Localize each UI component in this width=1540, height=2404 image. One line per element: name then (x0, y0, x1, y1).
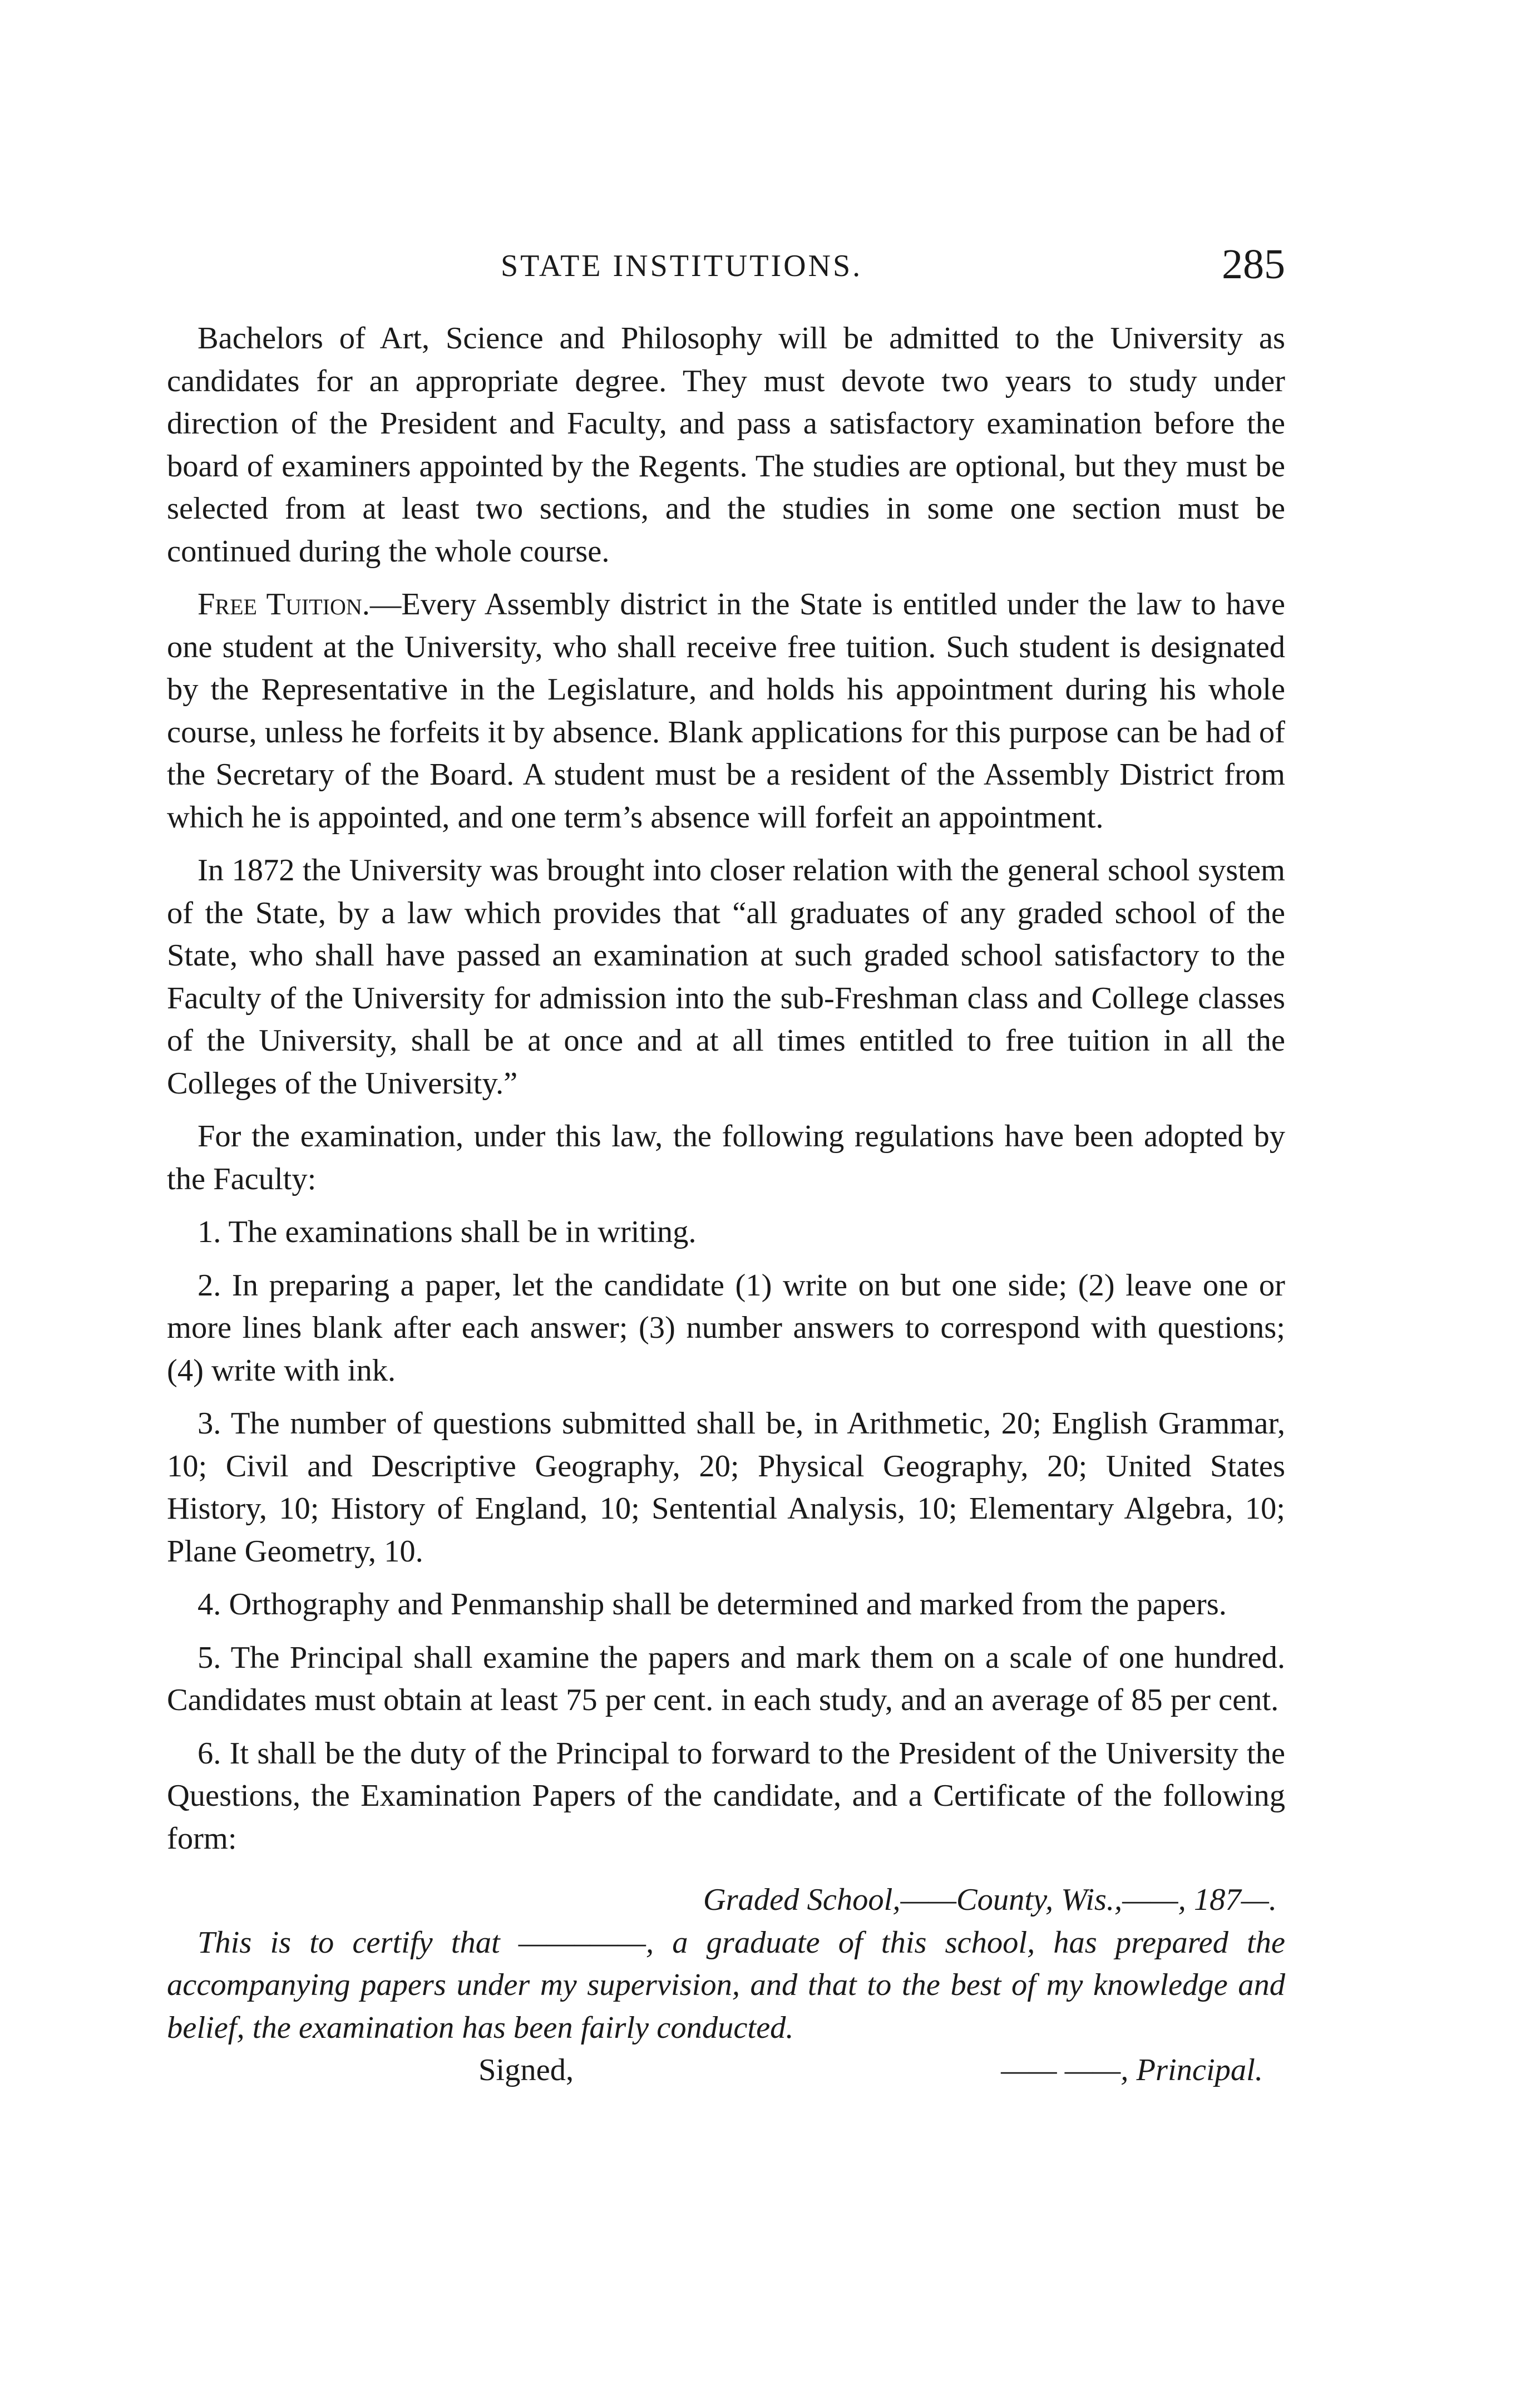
body-text (167, 317, 1285, 2093)
signature-line (167, 2049, 1285, 2093)
regulation-item-2: 2. In preparing a paper, let the candidate (1) write on but one side; (2) leave one or more lines blank after each answer; (3) number answers to correspond with questions; (4) write with ink. (167, 1268, 1285, 1388)
regulation-item-1: 1. The examinations shall be in writing. (198, 1215, 697, 1249)
page-header (167, 240, 1285, 290)
paragraph-regulations-intro: For the examination, under this law, the following regulations have been adopted by the Faculty: (167, 1119, 1285, 1196)
certificate-heading: Graded School,——County, Wis.,——, 187—. (703, 1883, 1277, 1917)
paragraph-1872-law: In 1872 the University was brought into closer relation with the general school system of the State, by a law which provides that “all graduates of any graded school of the State, who shall have passed an examination at such graded school satisfactory to the Faculty of the University for admission into the sub-Freshman class and College classes of the University, shall be at once and at all times entitled to free tuition in all the Colleges of the University.” (167, 853, 1285, 1101)
regulation-item-6: 6. It shall be the duty of the Principal to forward to the President of the University the Questions, the Examination Papers of the candidate, and a Certificate of the following form: (167, 1736, 1285, 1856)
free-tuition-heading: Free Tuition. (198, 587, 370, 622)
paragraph-free-tuition (167, 583, 1285, 839)
regulation-item-4: 4. Orthography and Penmanship shall be determined and marked from the papers. (198, 1587, 1227, 1622)
running-title: STATE INSTITUTIONS. (501, 249, 863, 283)
certificate-body: This is to certify that ——–——, a graduate of this school, has prepared the accompanying papers under my supervision, and that to the best of my knowledge and belief, the examination has been fairly conducted. (167, 1925, 1285, 2045)
regulation-item-3: 3. The number of questions submitted shall be, in Arithmetic, 20; English Grammar, 10; Civil and Descriptive Geography, 20; Physical Geography, 20; United States History, 10; History of England, 10; Sentential Analysis, 10; Elementary Algebra, 10; Plane Geometry, 10. (167, 1406, 1285, 1569)
free-tuition-text: —Every Assembly district in the State is entitled under the law to have one student at the University, who shall receive free tuition. Such student is designated by the Representative in the Legislature, and holds his appointment during his whole course, unless he forfeits it by absence. Blank applications for this purpose can be had of the Secretary of the Board. A student must be a resident of the Assembly District from which he is appointed, and one term’s absence will forfeit an appointment. (167, 587, 1285, 835)
regulation-item-5: 5. The Principal shall examine the papers and mark them on a scale of one hundred. Candidates must obtain at least 75 per cent. in each study, and an average of 85 per cent. (167, 1640, 1285, 1717)
signed-label: Signed, (478, 2053, 574, 2087)
principal-signature: —— ——, Principal. (1001, 2053, 1263, 2087)
page-number: 285 (1222, 241, 1285, 288)
paragraph-degree-candidates: Bachelors of Art, Science and Philosophy will be admitted to the University as candidates for an appropriate degree. They must devote two years to study under direction of the President and Faculty, and pass a satisfactory examination before the board of examiners appointed by the Regents. The studies are optional, but they must be selected from at least two sections, and the studies in some one section must be continued during the whole course. (167, 321, 1285, 569)
